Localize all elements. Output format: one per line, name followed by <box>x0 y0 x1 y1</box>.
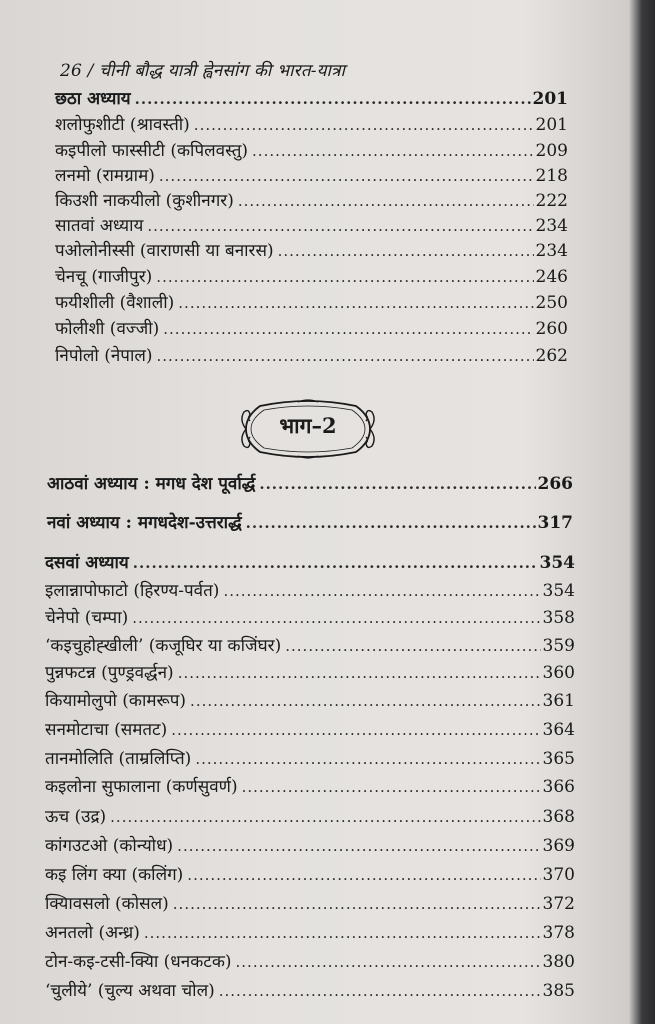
toc-entry-title: ऊच (उद्र) <box>45 807 107 827</box>
toc-entry-title: टोन-कइ-टसी-क्यिा (धनकटक) <box>45 952 232 972</box>
toc-entry <box>45 748 575 770</box>
leader-dots <box>223 580 540 602</box>
leader-dots <box>110 806 540 828</box>
toc-entry-page: 234 <box>535 241 568 261</box>
toc-entry-page: 372 <box>542 894 575 914</box>
toc-entry <box>45 893 575 915</box>
leader-dots <box>157 345 534 367</box>
toc-entry <box>45 864 575 886</box>
toc-entry-page: 358 <box>542 608 575 628</box>
toc-entry-title: तानमोलिति (ताम्रलिप्ति) <box>45 749 192 769</box>
part-heading <box>238 398 378 460</box>
toc-entry-title: अनतलो (अन्ध्र) <box>45 923 140 943</box>
toc-entry-title: लनमो (रामग्राम) <box>55 166 155 186</box>
toc-entry-title: सनमोटाचा (समतट) <box>45 720 168 740</box>
leader-dots <box>242 776 541 798</box>
toc-entry-page: 370 <box>542 865 575 885</box>
toc-entry-title: पओलोनीस्सी (वाराणसी या बनारस) <box>55 241 274 261</box>
toc-entry-title: ‘कइचुहोह्खीली’ (कजूघिर या कजिंघर) <box>45 636 282 656</box>
toc-entry <box>45 922 575 944</box>
leader-dots <box>178 292 533 314</box>
leader-dots <box>278 240 534 262</box>
leader-dots <box>219 980 541 1002</box>
toc-entry <box>55 345 568 367</box>
toc-entry <box>47 473 573 495</box>
toc-entry-page: 266 <box>537 474 573 494</box>
toc-entry-page: 364 <box>542 720 575 740</box>
toc-entry <box>45 690 575 712</box>
toc-entry-title: फोलीशी (वज्जी) <box>55 319 160 339</box>
toc-entry-page: 369 <box>542 836 575 856</box>
toc-entry <box>45 607 575 629</box>
toc-entry-page: 209 <box>535 141 568 161</box>
toc-entry-title: ‘चुलीये’ (चुल्य अथवा चोल) <box>45 981 215 1001</box>
leader-dots <box>285 635 540 657</box>
toc-entry <box>45 951 575 973</box>
toc-entry-page: 385 <box>542 981 575 1001</box>
toc-entry-title: कांगउटओ (कोन्योध) <box>45 836 174 856</box>
toc-entry-title: किउशी नाकयीलो (कुशीनगर) <box>55 191 234 211</box>
toc-entry-page: 354 <box>539 553 575 573</box>
toc-entry <box>45 806 575 828</box>
leader-dots <box>156 266 533 288</box>
toc-entry <box>45 980 575 1002</box>
toc-entry <box>47 512 573 534</box>
toc-entry-page: 222 <box>535 191 568 211</box>
toc-entry-title: नवां अध्याय : मगधदेश-उत्तरार्द्ध <box>47 513 242 533</box>
leader-dots <box>246 512 536 534</box>
toc-entry <box>45 552 575 574</box>
toc-entry <box>45 835 575 857</box>
toc-entry-title: दसवां अध्याय <box>45 553 129 573</box>
toc-entry-title: पुन्नफटन्न (पुण्ड्रवर्द्धन) <box>45 663 174 683</box>
toc-entry-page: 378 <box>542 923 575 943</box>
leader-dots <box>259 473 535 495</box>
leader-dots <box>173 893 541 915</box>
leader-dots <box>236 951 541 973</box>
toc-entry <box>55 318 568 340</box>
toc-entry-title: कइपीलो फास्सीटी (कपिलवस्तु) <box>55 141 249 161</box>
toc-entry <box>55 114 568 136</box>
toc-entry-title: फयीशीली (वैशाली) <box>55 293 175 313</box>
toc-entry <box>55 240 568 262</box>
leader-dots <box>187 864 540 886</box>
leader-dots <box>171 719 540 741</box>
toc-entry-title: छठा अध्याय <box>55 89 131 109</box>
toc-entry-page: 366 <box>542 777 575 797</box>
toc-entry <box>55 140 568 162</box>
leader-dots <box>238 190 534 212</box>
toc-entry-title: कइलोना सुफालाना (कर्णसुवर्ण) <box>45 777 238 797</box>
toc-entry-page: 354 <box>542 581 575 601</box>
leader-dots <box>159 165 534 187</box>
toc-entry <box>45 635 575 657</box>
leader-dots <box>195 748 540 770</box>
toc-entry-page: 361 <box>542 691 575 711</box>
toc-entry <box>55 292 568 314</box>
toc-entry-page: 218 <box>535 166 568 186</box>
toc-entry-title: इलान्नापोफाटो (हिरण्य-पर्वत) <box>45 581 220 601</box>
part-heading-label: भाग–2 <box>279 413 337 438</box>
toc-entry <box>55 190 568 212</box>
toc-entry-page: 201 <box>535 115 568 135</box>
toc-entry-title: क्यिावसलो (कोसल) <box>45 894 169 914</box>
toc-entry-page: 360 <box>542 663 575 683</box>
toc-entry-title: शलोफुशीटी (श्रावस्ती) <box>55 115 190 135</box>
toc-entry-page: 380 <box>542 952 575 972</box>
toc-entry <box>55 88 568 110</box>
toc-entry <box>55 266 568 288</box>
leader-dots <box>190 690 541 712</box>
toc-entry-page: 260 <box>535 319 568 339</box>
toc-entry <box>55 165 568 187</box>
toc-entry-title: सातवां अध्याय <box>55 216 144 236</box>
leader-dots <box>163 318 533 340</box>
toc-entry-title: निपोलो (नेपाल) <box>55 346 153 366</box>
toc-entry-page: 246 <box>535 267 568 287</box>
leader-dots <box>133 552 538 574</box>
toc-entry-title: कइ लिंग क्या (कलिंग) <box>45 865 184 885</box>
toc-entry <box>45 719 575 741</box>
toc-entry-page: 359 <box>542 636 575 656</box>
leader-dots <box>194 114 534 136</box>
running-head: 26 / चीनी बौद्ध यात्री ह्वेनसांग की भारत-यात्रा <box>60 61 346 81</box>
toc-entry <box>45 662 575 684</box>
toc-entry-page: 234 <box>535 216 568 236</box>
leader-dots <box>135 88 531 110</box>
toc-entry <box>55 215 568 237</box>
toc-entry-page: 262 <box>535 346 568 366</box>
toc-entry-page: 317 <box>537 513 573 533</box>
leader-dots <box>147 215 533 237</box>
toc-entry-title: चेनेपो (चम्पा) <box>45 608 129 628</box>
leader-dots <box>132 607 540 629</box>
leader-dots <box>177 835 540 857</box>
toc-entry-page: 201 <box>532 89 568 109</box>
toc-entry-title: आठवां अध्याय : मगध देश पूर्वार्द्ध <box>47 474 256 494</box>
toc-entry-title: चेनचू (गाजीपुर) <box>55 267 153 287</box>
toc-entry-page: 365 <box>542 749 575 769</box>
leader-dots <box>178 662 541 684</box>
toc-entry-title: कियामोलुपो (कामरूप) <box>45 691 187 711</box>
toc-entry-page: 368 <box>542 807 575 827</box>
toc-entry-page: 250 <box>535 293 568 313</box>
leader-dots <box>144 922 541 944</box>
toc-entry <box>45 776 575 798</box>
leader-dots <box>252 140 534 162</box>
toc-entry <box>45 580 575 602</box>
